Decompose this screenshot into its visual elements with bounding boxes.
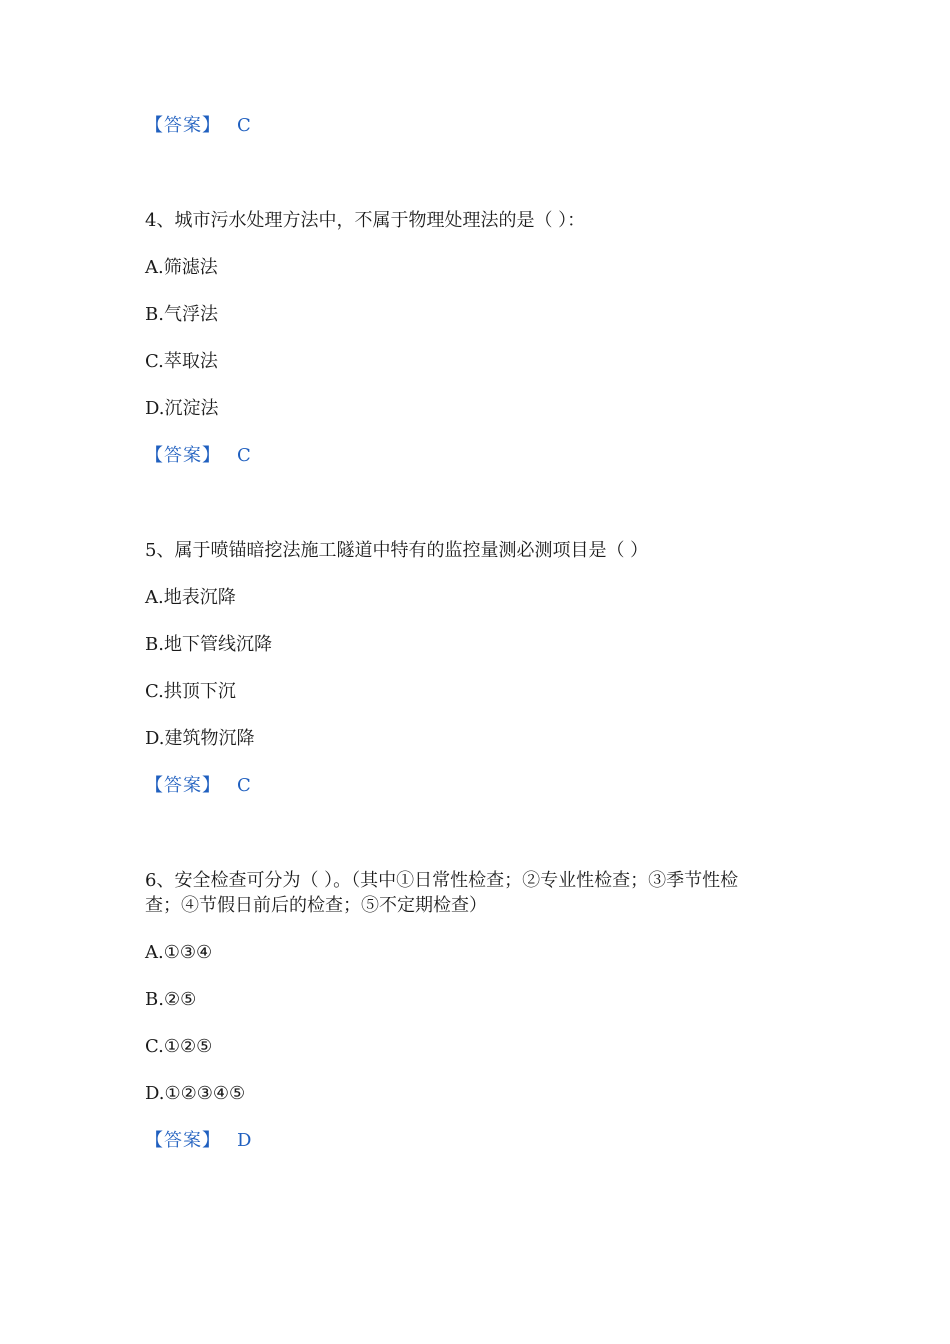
answer-value: C	[237, 775, 251, 796]
answer-label: 【答案】	[145, 775, 221, 796]
question-6-option-d: D.①②③④⑤	[145, 1083, 246, 1104]
question-5-text: 5、属于喷锚暗挖法施工隧道中特有的监控量测必测项目是（ ）	[145, 540, 649, 561]
answer-label: 【答案】	[145, 1130, 221, 1151]
question-5-option-d: D.建筑物沉降	[145, 728, 255, 749]
question-4-option-b: B.气浮法	[145, 304, 218, 325]
answer-value: D	[237, 1130, 252, 1151]
question-6-option-c: C.①②⑤	[145, 1036, 213, 1057]
answer-label: 【答案】	[145, 445, 221, 466]
question-6-text-line-2: 查；④节假日前后的检查；⑤不定期检查）	[145, 895, 487, 916]
question-6-option-b: B.②⑤	[145, 989, 197, 1010]
question-4-answer	[145, 443, 251, 469]
answer-value: C	[237, 115, 251, 136]
question-4-option-a: A.筛滤法	[145, 257, 218, 278]
answer-label: 【答案】	[145, 115, 221, 136]
answer-value: C	[237, 445, 251, 466]
question-5-answer	[145, 773, 251, 799]
question-4-text: 4、城市污水处理方法中，不属于物理处理法的是（ ）：	[145, 210, 586, 231]
question-5-option-a: A.地表沉降	[145, 587, 236, 608]
question-6-option-a: A.①③④	[145, 942, 213, 963]
question-4-option-d: D.沉淀法	[145, 398, 219, 419]
question-5-option-c: C.拱顶下沉	[145, 681, 236, 702]
question-6-answer	[145, 1128, 251, 1154]
question-5-option-b: B.地下管线沉降	[145, 634, 272, 655]
question-6-text-line-1: 6、安全检查可分为（ ）。（其中①日常性检查；②专业性检查；③季节性检	[145, 870, 739, 891]
question-4-option-c: C.萃取法	[145, 351, 218, 372]
answer-line	[145, 113, 251, 139]
